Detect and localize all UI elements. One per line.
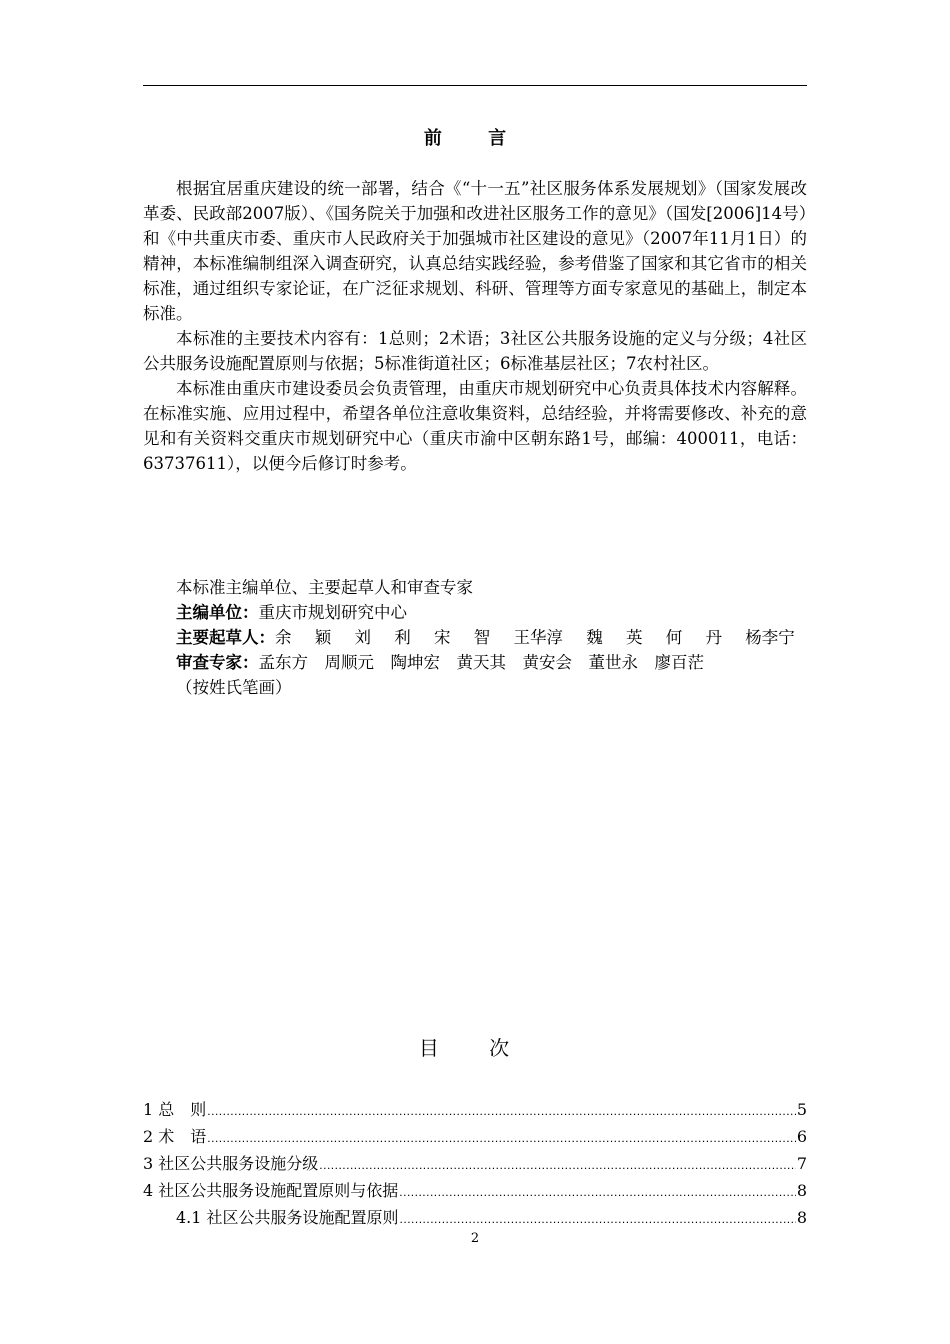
foreword-title: 前 言 xyxy=(423,128,527,149)
table-of-contents xyxy=(143,1097,807,1232)
toc-title: 目 次 xyxy=(418,1036,532,1060)
reviewers-label: 审查专家： xyxy=(176,653,259,672)
toc-entry-label: 2 术 语 xyxy=(143,1127,207,1146)
toc-entry-page: 8 xyxy=(796,1208,807,1227)
toc-entry[interactable] xyxy=(143,1178,807,1205)
reviewers-note: （按姓氏笔画） xyxy=(176,678,292,697)
toc-entry[interactable] xyxy=(143,1097,807,1124)
foreword-paragraph: 本标准由重庆市建设委员会负责管理，由重庆市规划研究中心负责具体技术内容解释。在标准实施、应用过程中，希望各单位注意收集资料，总结经验，并将需要修改、补充的意见和有关资料交重庆市规划研究中心（重庆市渝中区朝东路1号，邮编：400011，电话：63737611），以便今后修订时参考。 xyxy=(143,379,807,473)
foreword-paragraph: 本标准的主要技术内容有：1总则；2术语；3社区公共服务设施的定义与分级；4社区公共服务设施配置原则与依据；5标准街道社区；6标准基层社区；7农村社区。 xyxy=(143,329,807,373)
foreword-paragraph: 根据宜居重庆建设的统一部署，结合《“十一五”社区服务体系发展规划》（国家发展改革委、民政部2007版）、《国务院关于加强和改进社区服务工作的意见》（国发[2006]14号）和《中共重庆市委、重庆市人民政府关于加强城市社区建设的意见》（2007年11月1日）的精神，本标准编制组深入调查研究，认真总结实践经验，参考借鉴了国家和其它省市的相关标准，通过组织专家论证，在广泛征求规划、科研、管理等方面专家意见的基础上，制定本标准。 xyxy=(143,179,807,323)
toc-leader-dots xyxy=(207,1126,796,1151)
toc-entry-page: 8 xyxy=(796,1181,807,1200)
editors-section xyxy=(143,575,807,700)
toc-leader-dots xyxy=(207,1099,796,1124)
toc-entry-page: 7 xyxy=(796,1154,807,1173)
reviewers-value: 孟东方 周顺元 陶坤宏 黄天其 黄安会 董世永 廖百茫 xyxy=(258,653,704,672)
chief-unit-line xyxy=(143,600,807,625)
toc-leader-dots xyxy=(400,1207,796,1232)
editors-intro: 本标准主编单位、主要起草人和审查专家 xyxy=(176,578,473,597)
chief-unit-label: 主编单位： xyxy=(176,603,259,622)
chief-unit-value: 重庆市规划研究中心 xyxy=(258,603,407,622)
toc-entry-page: 5 xyxy=(796,1100,807,1119)
toc-entry-label: 4.1 社区公共服务设施配置原则 xyxy=(176,1208,399,1227)
drafters-value: 余 颖 刘 利 宋 智 王华淳 魏 英 何 丹 杨李宁 xyxy=(275,628,795,647)
drafters-label: 主要起草人： xyxy=(176,628,275,647)
drafters-line xyxy=(143,625,807,650)
toc-leader-dots xyxy=(399,1180,796,1205)
page-number: 2 xyxy=(470,1231,480,1246)
toc-entry[interactable] xyxy=(143,1151,807,1178)
toc-entry-label: 4 社区公共服务设施配置原则与依据 xyxy=(143,1181,399,1200)
foreword-body xyxy=(143,176,807,476)
toc-entry-label: 1 总 则 xyxy=(143,1100,207,1119)
reviewers-line xyxy=(143,650,807,675)
toc-entry[interactable] xyxy=(143,1124,807,1151)
toc-entry-label: 3 社区公共服务设施分级 xyxy=(143,1154,319,1173)
header-rule xyxy=(143,85,807,86)
toc-entry-page: 6 xyxy=(796,1127,807,1146)
toc-leader-dots xyxy=(319,1153,796,1178)
toc-subentry[interactable] xyxy=(143,1205,807,1232)
